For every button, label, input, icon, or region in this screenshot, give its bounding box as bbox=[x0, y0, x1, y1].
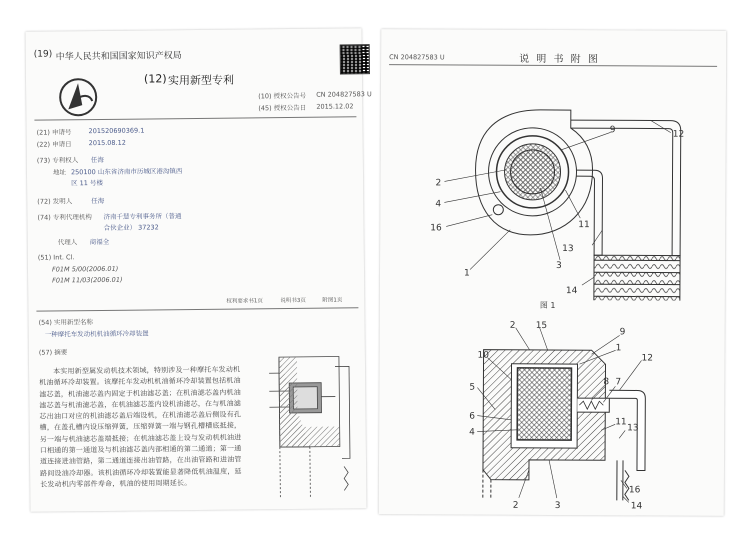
footer-claims: 权利要求书1页 bbox=[226, 298, 263, 305]
abstract-text: 本实用新型属发动机技术领域，特别涉及一种摩托车发动机机油循环冷却装置。该摩托车发动机机油循环冷却装置包括机油滤芯盖，机油滤芯盖内固定于机油滤芯盖；在机油滤芯盖内机油滤芯盖与机油滤芯盖，在机油滤芯盖内设机油滤芯，在与机油滤芯出油口对应的机油滤芯盖后端设机，在机油滤芯盖后侧设有孔槽，在盖孔槽内设压缩弹簧，压缩弹簧一端与钢孔槽槽底抵接，另一端与机油滤芯盖端抵接；在机油滤芯盖上设与发动机机油进口相通的第一通道及与机油滤芯盖内部相通的第二通道；第一通道连接进油管路，第二通道连接出油管路，在出油管路和进油管路间设油冷却器。该机油循环冷却装置能显著降低机油温度，延长发动机内零部件寿命，机油的使用周期延长。 bbox=[39, 365, 242, 489]
fig2-label: 14 bbox=[630, 501, 643, 512]
fig2-label: 13 bbox=[627, 423, 639, 434]
field-value: 合伙企业） 37232 bbox=[103, 223, 159, 232]
fig1-label: 2 bbox=[435, 178, 442, 189]
field-value: 商福全 bbox=[89, 237, 110, 247]
fig1-label: 9 bbox=[609, 125, 616, 136]
fig2-label: 12 bbox=[641, 353, 654, 364]
fig2-label: 3 bbox=[554, 501, 561, 512]
fig2-label: 2 bbox=[509, 320, 516, 331]
field-value: 任海 bbox=[90, 155, 104, 165]
fig1-label: 16 bbox=[430, 223, 442, 234]
fig2-label: 1 bbox=[615, 343, 622, 354]
fig2-label: 2 bbox=[512, 500, 519, 511]
field-value: 济南千慧专利事务所（普通 bbox=[103, 212, 182, 221]
field-code: (22) 申请日 bbox=[36, 140, 72, 149]
cnipa-logo-icon bbox=[56, 75, 100, 119]
divider-rule bbox=[36, 307, 358, 311]
int-cl-label: (51) Int. Cl. bbox=[37, 253, 75, 262]
fig2-label: 6 bbox=[469, 411, 476, 422]
field-value: 201520690369.1 bbox=[88, 126, 145, 136]
fig1-label: 3 bbox=[556, 261, 562, 272]
int-cl-code: F01M 11/03(2006.01) bbox=[52, 275, 123, 285]
drawing-header-title: 说 明 书 附 图 bbox=[519, 53, 600, 66]
fig1-label: 13 bbox=[562, 244, 574, 255]
fig2-label: 16 bbox=[628, 485, 641, 496]
fig1-label: 12 bbox=[672, 129, 685, 140]
footer-desc: 说明书3页 bbox=[280, 297, 306, 305]
fig1-label: 4 bbox=[435, 199, 442, 210]
field-value: 区 11 号楼 bbox=[71, 178, 104, 188]
field-code: (72) 发明人 bbox=[37, 197, 73, 206]
field-code: (74) 专利代理机构 bbox=[37, 213, 92, 222]
office-name: 中华人民共和国国家知识产权局 bbox=[55, 51, 182, 63]
fig1-caption: 图 1 bbox=[539, 300, 556, 311]
field-code: (21) 申请号 bbox=[36, 128, 72, 137]
fig1-label: 1 bbox=[463, 268, 470, 279]
field-code: 代理人 bbox=[57, 238, 78, 247]
patent-drawings-page bbox=[379, 29, 727, 516]
drawing-header-no: CN 204827583 U bbox=[389, 53, 445, 62]
doc-type-code: (12) bbox=[143, 72, 167, 86]
office-code: (19) bbox=[33, 49, 53, 60]
pub-no-label: (10) 授权公告号 bbox=[258, 91, 307, 101]
drawing-header-rule bbox=[389, 64, 717, 67]
fig1-label: 14 bbox=[565, 286, 578, 297]
abstract-label: (57) 摘要 bbox=[38, 348, 68, 357]
fig2-label: 7 bbox=[615, 377, 622, 388]
field-code: 地址 bbox=[52, 168, 67, 177]
doc-type: 实用新型专利 bbox=[167, 73, 235, 88]
footer-drawings: 附图1页 bbox=[322, 297, 343, 304]
field-value: 250100 山东省济南市历城区港沟镇西 bbox=[70, 167, 183, 177]
utility-title: 一种摩托车发动机机油循环冷却装置 bbox=[44, 329, 149, 339]
fig1-label: 11 bbox=[578, 220, 590, 231]
fig2-label: 4 bbox=[469, 427, 475, 438]
abstract-drawing bbox=[249, 346, 361, 507]
qr-code-icon bbox=[340, 44, 370, 74]
int-cl-code: F01M 5/00(2006.01) bbox=[51, 264, 119, 274]
fig2-label: 11 bbox=[615, 417, 627, 428]
title-label: (54) 实用新型名称 bbox=[38, 318, 94, 327]
pub-date-label: (45) 授权公告日 bbox=[258, 103, 307, 113]
field-value: 任海 bbox=[91, 196, 105, 206]
fig2-label: 5 bbox=[469, 382, 476, 393]
field-code: (73) 专利权人 bbox=[36, 156, 79, 165]
fig2-label: 15 bbox=[535, 320, 548, 331]
fig2-label: 8 bbox=[603, 377, 610, 388]
patent-front-page bbox=[25, 28, 372, 511]
figure-1 bbox=[380, 69, 726, 301]
fig2-label: 9 bbox=[619, 327, 626, 338]
pub-date: 2015.12.02 bbox=[316, 102, 354, 111]
field-value: 2015.08.12 bbox=[88, 138, 126, 148]
pub-no: CN 204827583 U bbox=[316, 90, 372, 99]
fig2-label: 10 bbox=[477, 350, 490, 361]
figure-2 bbox=[379, 319, 725, 513]
